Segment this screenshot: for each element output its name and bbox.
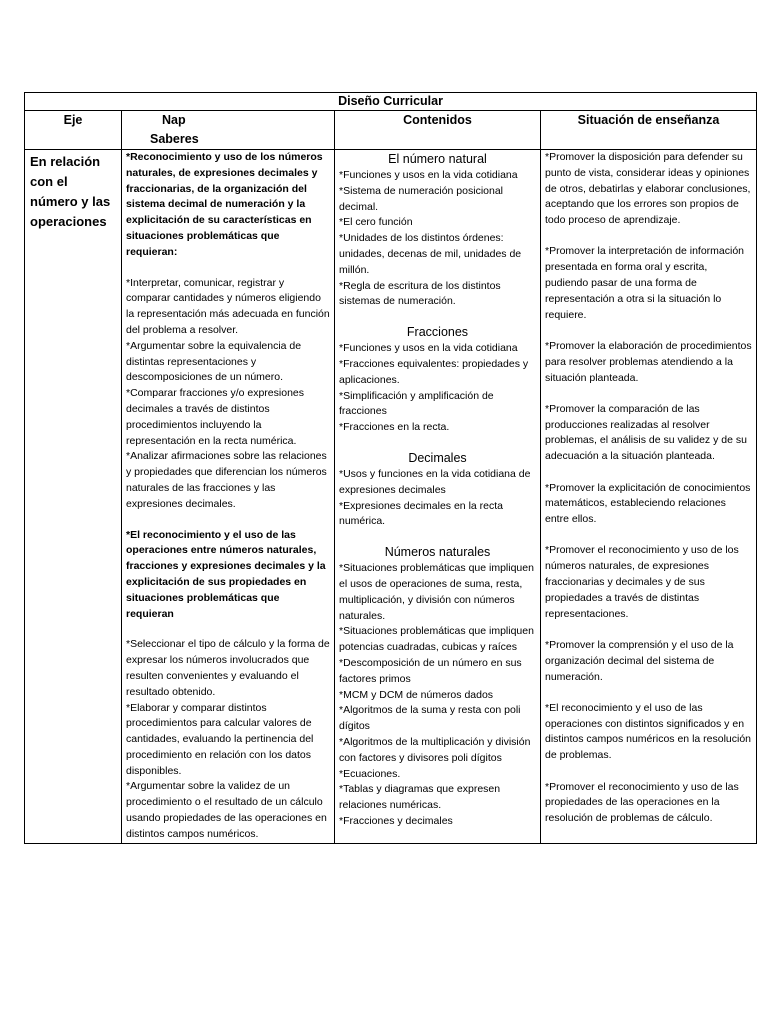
contenido-item: *Expresiones decimales en la recta numérica. [339,499,504,528]
contenido-item: *Regla de escritura de los distintos sistemas de numeración. [339,279,501,308]
contenido-item: *Tablas y diagramas que expresen relaciones numéricas. [339,783,501,812]
section-title-natural: El número natural [388,152,487,166]
curriculum-document [24,92,756,844]
nap-item: *Seleccionar el tipo de cálculo y la forma de expresar los números involucrados que resulten convenientes y evaluando el resultado obtenido. [126,638,330,698]
header-saberes-label: Saberes [150,132,199,146]
section-title-decimales: Decimales [408,450,467,465]
contenido-item: *Fracciones en la recta. [339,421,450,434]
contenido-item: *Situaciones problemáticas que impliquen potencias cuadradas, cubicas y raíces [339,625,534,654]
situacion-item: *Promover la comprensión y el uso de la organización decimal del sistema de numeración. [545,638,734,683]
section-title-fracciones: Fracciones [406,325,469,340]
situacion-item: *Promover la comparación de las producciones realizadas al resolver problemas, el análisis de su validez y de su adecuación a la situación planteada. [545,402,747,463]
situacion-item: *Promover el reconocimiento y uso de las propiedades de las operaciones en la resolución de problemas de cálculo. [545,780,739,825]
situacion-item: *Promover la elaboración de procedimientos para resolver problemas atendiendo a la situación planteada. [545,339,752,384]
contenido-item: *Situaciones problemáticas que impliquen el usos de operaciones de suma, resta, multiplicación, y división con números naturales. [339,562,534,622]
contenidos-cell [335,150,541,844]
header-eje: Eje [25,111,122,150]
section-title-naturales: Números naturales [384,545,491,560]
nap-cell [122,150,335,844]
nap-item: *Interpretar, comunicar, registrar y comparar cantidades y números eligiendo la representación más adecuada en función del problema a resolver. [126,276,330,336]
eje-cell: En relación con el número y las operaciones [25,150,122,844]
nap-item: *Comparar fracciones y/o expresiones decimales a través de distintos procedimientos incluyendo la representación en la recta numérica. [126,387,304,447]
contenido-item: *Funciones y usos en la vida cotidiana [339,342,518,355]
nap-intro-2: *El reconocimiento y el uso de las operaciones entre números naturales, fracciones y expresiones decimales y la explicitación de sus propiedades en situaciones problemáticas que requieran [126,528,326,620]
contenido-item: *Fracciones y decimales [339,814,453,827]
header-situacion: Situación de enseñanza [541,111,757,150]
contenido-item: *Algoritmos de la suma y resta con poli dígitos [339,704,521,733]
contenido-item: *Usos y funciones en la vida cotidiana de expresiones decimales [339,467,531,496]
contenido-item: *Sistema de numeración posicional decimal. [339,184,504,213]
situacion-item: *Promover la interpretación de información presentada en forma oral y escrita, pudiendo pasar de una forma de representación a otra si la situación lo requiere. [545,245,745,321]
nap-item: *Argumentar sobre la validez de un procedimiento o el resultado de un cálculo usando propiedades de las operaciones en distintos campos numéricos. [126,780,327,840]
table-title: Diseño Curricular [25,93,757,111]
contenido-item: *MCM y DCM de números dados [339,688,494,701]
header-nap [122,111,335,150]
nap-item: *Elaborar y comparar distintos procedimientos para calcular valores de cantidades, evaluando la pertinencia del procedimiento en relación con los datos disponibles. [126,701,314,777]
header-nap-label: Nap [162,113,186,127]
contenido-item: *El cero función [339,216,413,229]
contenido-item: *Simplificación y amplificación de fracciones [339,389,494,418]
situacion-item: *Promover la explicitación de conocimientos matemáticos, estableciendo relaciones entre ellos. [545,481,751,526]
contenido-item: *Unidades de los distintos órdenes: unidades, decenas de mil, unidades de millón. [339,232,522,276]
header-contenidos: Contenidos [335,111,541,150]
situacion-item: *Promover la disposición para defender su punto de vista, considerar ideas y opiniones de otros, debatirlas y elaborar conclusiones, aceptando que los errores son propios de todo proceso de aprendizaje. [545,151,751,227]
contenido-item: *Ecuaciones. [339,767,401,780]
contenido-item: *Descomposición de un número en sus factores primos [339,656,522,685]
nap-item: *Analizar afirmaciones sobre las relaciones y propiedades que diferencian los números naturales de las fracciones y las expresiones decimales. [126,450,327,510]
curriculum-table [24,92,757,844]
contenido-item: *Fracciones equivalentes: propiedades y aplicaciones. [339,357,529,386]
situacion-item: *El reconocimiento y el uso de las operaciones con distintos significados y en distintos campos numéricos en la resolución de problemas. [545,701,752,762]
contenido-item: *Algoritmos de la multiplicación y división con factores y divisores poli dígitos [339,735,531,764]
nap-item: *Argumentar sobre la equivalencia de distintas representaciones y descomposiciones de un número. [126,339,302,384]
nap-intro-1: *Reconocimiento y uso de los números naturales, de expresiones decimales y fraccionarias, de la organización del sistema decimal de numeración y la explicitación de su características en situaciones problemáticas que requieran: [126,151,323,258]
contenido-item: *Funciones y usos en la vida cotidiana [339,169,518,181]
situacion-cell [541,150,757,844]
situacion-item: *Promover el reconocimiento y uso de los números naturales, de expresiones fraccionarias y decimales y de sus propiedades a través de distintas representaciones. [545,544,739,620]
